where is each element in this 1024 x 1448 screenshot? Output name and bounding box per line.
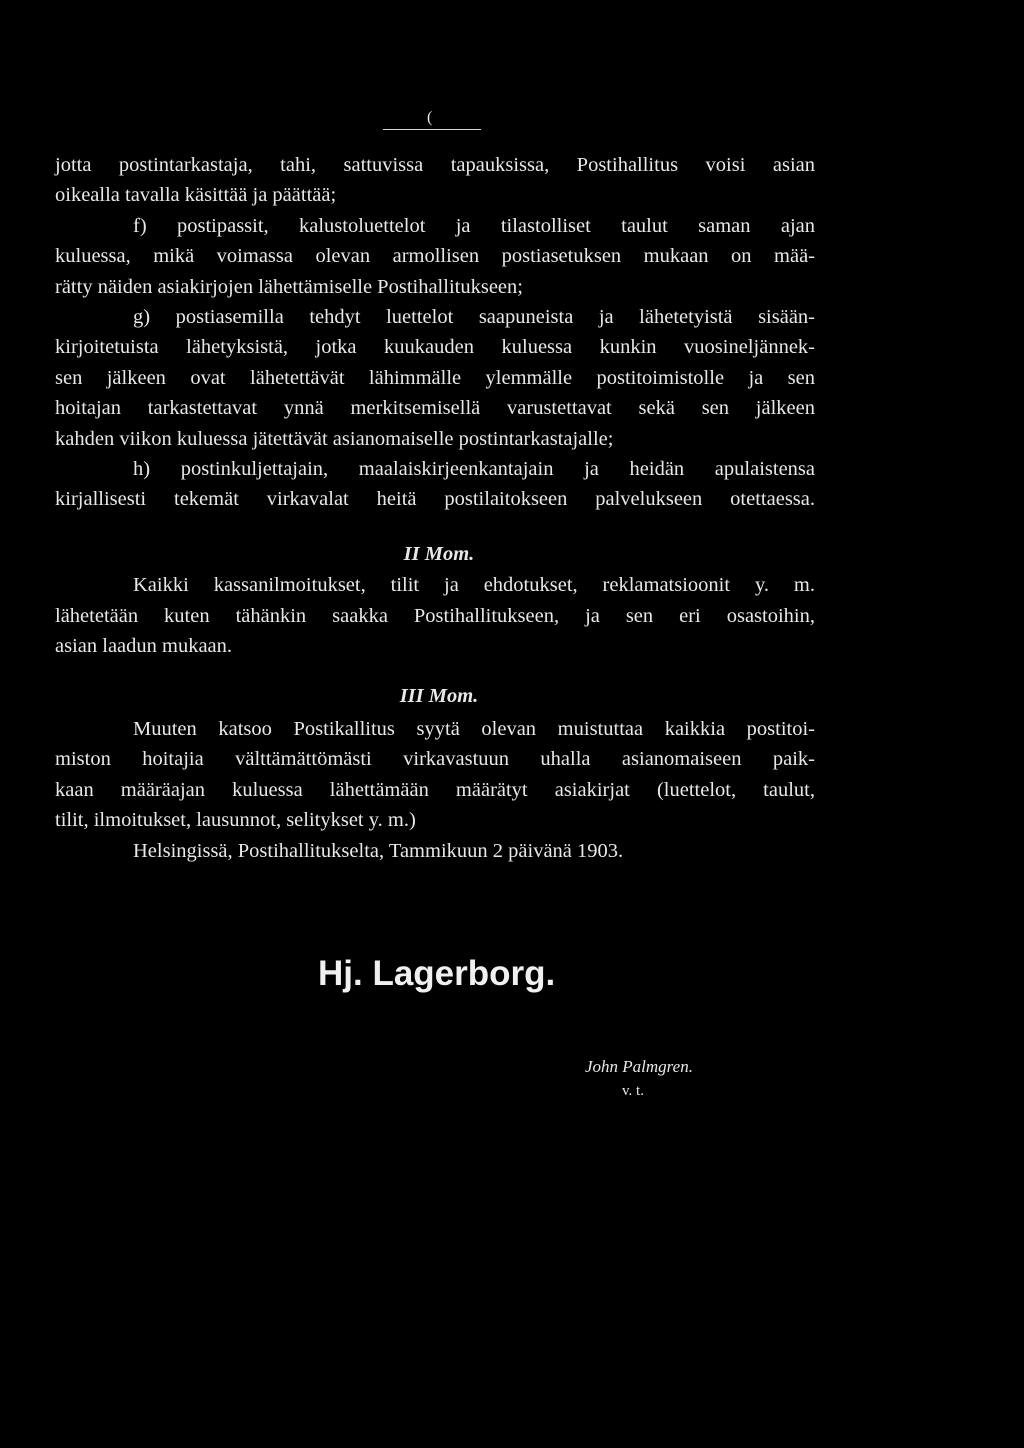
section-heading-ii: II Mom.	[403, 542, 475, 565]
text-line: kahden viikon kuluessa jätettävät asianomaiselle postintarkastajalle;	[55, 427, 614, 450]
list-item-f: f) postipassit, kalustoluettelot ja tilastolliset taulut saman ajan	[133, 214, 815, 237]
signature-second: John Palmgren.	[585, 1057, 693, 1076]
text-line: asian laadun mukaan.	[55, 635, 233, 658]
text-line: sen jälkeen ovat lähetettävät lähimmälle ylemmälle postitoimistolle ja sen	[55, 366, 815, 389]
signature-main: Hj. Lagerborg.	[318, 954, 556, 993]
text-line: rätty näiden asiakirjojen lähettämiselle Postihallitukseen;	[55, 275, 523, 298]
text-line: kaan määräajan kuluessa lähettämään määrätyt asiakirjat (luettelot, taulut,	[55, 778, 815, 801]
list-item-g: g) postiasemilla tehdyt luettelot saapuneista ja lähetetyistä sisään-	[133, 306, 815, 329]
signature-second-title: v. t.	[622, 1083, 644, 1099]
text-line: tilit, ilmoitukset, lausunnot, selitykset y. m.)	[55, 809, 416, 832]
list-item-h: h) postinkuljettajain, maalaiskirjeenkantajain ja heidän apulaistensa	[133, 458, 815, 481]
document-body	[55, 150, 815, 866]
text-line: kirjallisesti tekemät virkavalat heitä postilaitokseen palvelukseen otettaessa.	[55, 488, 815, 511]
text-line: hoitajan tarkastettavat ynnä merkitsemisellä varustettavat sekä sen jälkeen	[55, 397, 815, 420]
header-mark: (	[427, 109, 433, 126]
text-line: jotta postintarkastaja, tahi, sattuvissa tapauksissa, Postihallitus voisi asian	[55, 154, 815, 176]
section-heading-iii: III Mom.	[399, 684, 479, 707]
text-line: Kaikki kassanilmoitukset, tilit ja ehdotukset, reklamatsioonit y. m.	[133, 574, 815, 597]
text-line: lähetetään kuten tähänkin saakka Postihallitukseen, ja sen eri osastoihin,	[55, 604, 815, 627]
text-line: oikealla tavalla käsittää ja päättää;	[55, 184, 337, 207]
text-line: kirjoitetuista lähetyksistä, jotka kuukauden kuluessa kunkin vuosineljännek-	[55, 336, 815, 359]
text-line: miston hoitajia välttämättömästi virkavastuun uhalla asianomaiseen paik-	[55, 748, 815, 771]
place-date-line: Helsingissä, Postihallitukselta, Tammikuun 2 päivänä 1903.	[133, 839, 624, 862]
text-line: kuluessa, mikä voimassa olevan armollisen postiasetuksen mukaan on mää-	[55, 245, 815, 268]
header-rule	[383, 129, 481, 130]
text-line: Muuten katsoo Postikallitus syytä olevan muistuttaa kaikkia postitoi-	[133, 717, 815, 740]
